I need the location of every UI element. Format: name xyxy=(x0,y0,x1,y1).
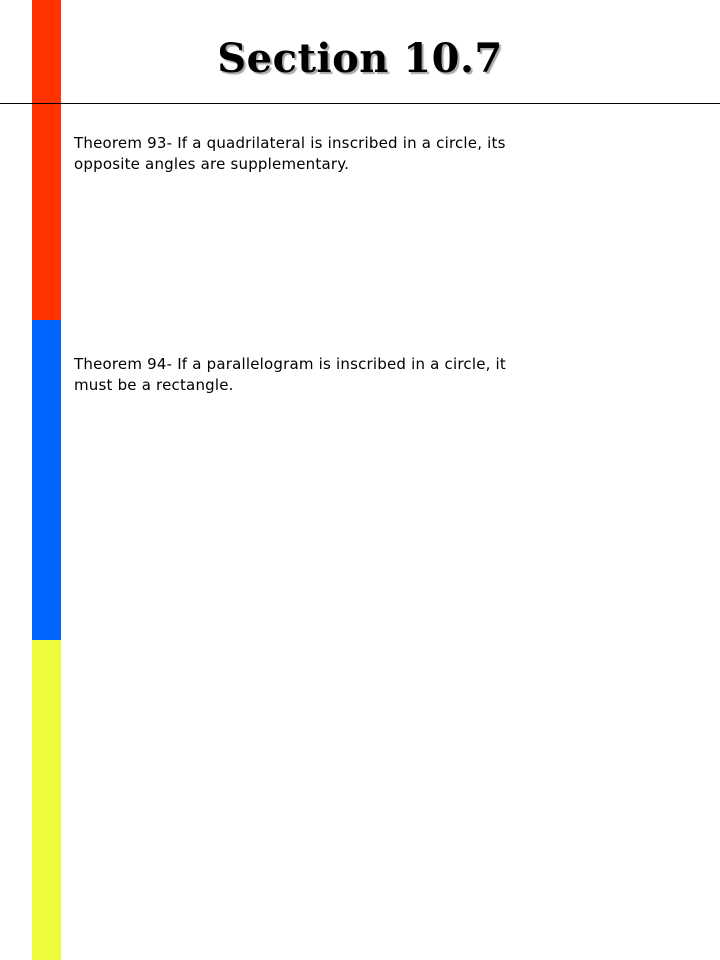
theorem-93-text: Theorem 93- If a quadrilateral is inscribed in a circle, its opposite angles are supplementary. xyxy=(74,134,506,173)
slide-title: Section 10.7 xyxy=(217,35,503,82)
title-divider xyxy=(0,103,720,104)
accent-stripe-yellow xyxy=(32,640,61,960)
theorem-94-text: Theorem 94- If a parallelogram is inscribed in a circle, it must be a rectangle. xyxy=(74,355,507,394)
accent-stripe-blue xyxy=(32,320,61,640)
